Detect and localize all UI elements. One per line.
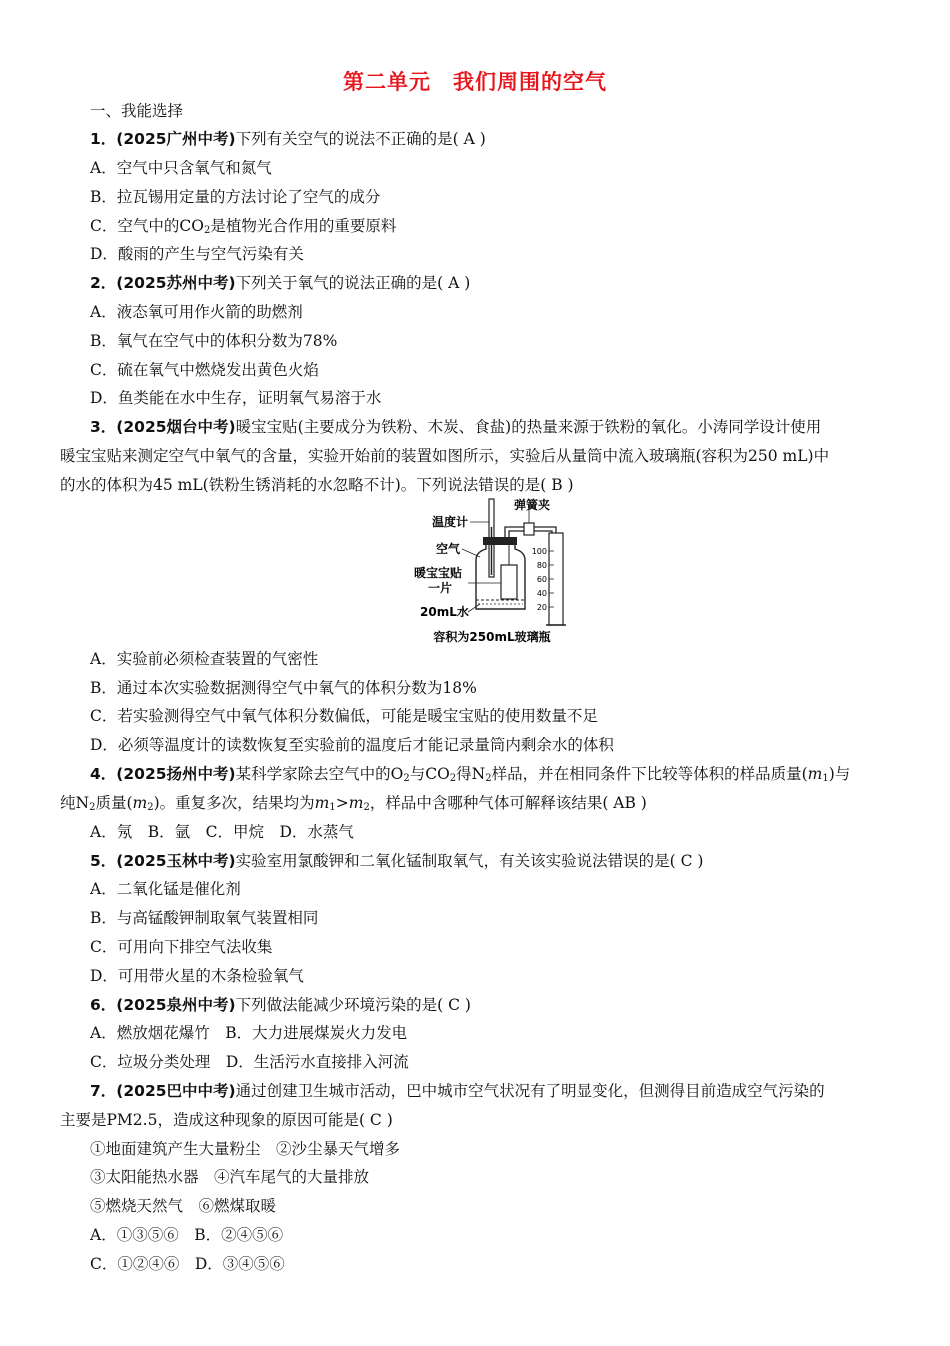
- question-7-options-ab: A．①③⑤⑥ B．②④⑤⑥: [90, 1226, 284, 1244]
- question-7-items-12: ①地面建筑产生大量粉尘 ②沙尘暴天气增多: [90, 1140, 401, 1158]
- question-1-option-a: A．空气中只含氧气和氮气: [90, 159, 272, 177]
- label-air: 空气: [436, 542, 461, 556]
- tick-label: 40: [536, 589, 547, 598]
- question-7-stem-line2: 主要是PM2.5，造成这种现象的原因可能是( C ): [60, 1111, 393, 1129]
- question-7-options-cd: C．①②④⑥ D．③④⑤⑥: [90, 1255, 285, 1273]
- question-text: 下列做法能减少环境污染的是( C ): [235, 996, 471, 1014]
- question-3-option-c: C．若实验测得空气中氧气体积分数偏低，可能是暖宝宝贴的使用数量不足: [90, 707, 598, 725]
- question-2-option-a: A．液态氧可用作火箭的助燃剂: [90, 303, 303, 321]
- question-7-stem-line1: [90, 1080, 825, 1102]
- question-3-stem-line1: [90, 416, 821, 438]
- label-clamp: 弹簧夹: [514, 498, 551, 512]
- question-text: 下列关于氧气的说法正确的是( A ): [235, 274, 471, 292]
- question-number: 4．: [90, 765, 117, 783]
- label-pad: 暖宝宝贴: [414, 566, 463, 580]
- question-text: 下列有关空气的说法不正确的是( A ): [235, 130, 486, 148]
- question-4-stem-line1: 4．(2025扬州中考)某科学家除去空气中的$O_2$与$CO_2$得$N_2$样品，并在相同条件下比较等体积的样品质量$(m_1)$与: [90, 765, 851, 784]
- question-number: 6．: [90, 996, 117, 1014]
- question-source: (2025烟台中考): [116, 418, 236, 436]
- question-1-option-d: D．酸雨的产生与空气污染有关: [90, 245, 304, 263]
- question-source: (2025巴中中考): [116, 1082, 236, 1100]
- tick-label: 60: [536, 575, 547, 584]
- question-4-options: A．氖 B．氩 C．甲烷 D．水蒸气: [90, 823, 354, 841]
- question-number: 1．: [90, 130, 117, 148]
- question-5-option-c: C．可用向下排空气法收集: [90, 938, 273, 956]
- question-6-options-cd: C．垃圾分类处理 D．生活污水直接排入河流: [90, 1053, 409, 1071]
- question-3-stem-line2: 暖宝宝贴来测定空气中氧气的含量，实验开始前的装置如图所示，实验后从量筒中流入玻璃瓶(容积为250 mL)中: [60, 447, 830, 465]
- figure-caption: 容积为250mL玻璃瓶: [433, 630, 551, 644]
- question-1-option-c: C．空气中的$CO_2$是植物光合作用的重要原料: [90, 217, 397, 236]
- question-6-options-ab: A．燃放烟花爆竹 B．大力进展煤炭火力发电: [90, 1024, 408, 1042]
- label-thermometer: 温度计: [432, 515, 469, 529]
- tick-label: 100: [531, 547, 547, 556]
- question-number: 7．: [90, 1082, 117, 1100]
- question-2-option-b: B．氧气在空气中的体积分数为78%: [90, 332, 338, 350]
- question-3-option-a: A．实验前必须检查装置的气密性: [90, 650, 319, 668]
- question-3-option-d: D．必须等温度计的读数恢复至实验前的温度后才能记录量筒内剩余水的体积: [90, 736, 614, 754]
- tick-label: 20: [536, 603, 547, 612]
- section-heading: 一、我能选择: [90, 102, 184, 120]
- question-3-option-b: B．通过本次实验数据测得空气中氧气的体积分数为18%: [90, 679, 477, 697]
- question-7-items-56: ⑤燃烧天然气 ⑥燃煤取暖: [90, 1197, 277, 1215]
- question-source: (2025泉州中考): [116, 996, 236, 1014]
- question-2-option-d: D．鱼类能在水中生存，证明氧气易溶于水: [90, 389, 382, 407]
- question-text: 通过创建卫生城市活动，巴中城市空气状况有了明显变化，但测得目前造成空气污染的: [235, 1082, 825, 1100]
- apparatus-diagram: [410, 497, 580, 645]
- question-4-stem-line2: 纯$N_2$质量$(m_2)$。重复多次，结果均为$m_1>m_2$，样品中含哪种气体可解释该结果( AB ): [60, 794, 647, 813]
- question-text: 实验室用氯酸钾和二氧化锰制取氧气，有关该实验说法错误的是( C ): [235, 852, 704, 870]
- question-5-option-b: B．与高锰酸钾制取氧气装置相同: [90, 909, 319, 927]
- question-number: 3．: [90, 418, 117, 436]
- question-source: (2025广州中考): [116, 130, 236, 148]
- question-source: (2025扬州中考): [116, 765, 236, 783]
- question-5-option-a: A．二氧化锰是催化剂: [90, 880, 241, 898]
- label-pad-count: 一片: [428, 581, 453, 595]
- question-6-stem: [90, 994, 471, 1016]
- question-3-stem-line3: 的水的体积为45 mL(铁粉生锈消耗的水忽略不计)。下列说法错误的是( B ): [60, 476, 574, 494]
- question-7-items-34: ③太阳能热水器 ④汽车尾气的大量排放: [90, 1168, 370, 1186]
- question-number: 2．: [90, 274, 117, 292]
- question-1-stem: [90, 128, 486, 150]
- question-5-option-d: D．可用带火星的木条检验氧气: [90, 967, 304, 985]
- tick-label: 80: [536, 561, 547, 570]
- question-2-option-c: C．硫在氧气中燃烧发出黄色火焰: [90, 361, 319, 379]
- page-title: 第二单元 我们周围的空气: [343, 70, 607, 94]
- question-2-stem: [90, 272, 470, 294]
- apparatus-figure: [410, 497, 580, 645]
- question-source: (2025苏州中考): [116, 274, 236, 292]
- question-text: 暖宝宝贴(主要成分为铁粉、木炭、食盐)的热量来源于铁粉的氧化。小涛同学设计使用: [235, 418, 822, 436]
- label-water: 20mL水: [420, 605, 469, 619]
- question-1-option-b: B．拉瓦锡用定量的方法讨论了空气的成分: [90, 188, 381, 206]
- question-5-stem: [90, 850, 703, 872]
- question-number: 5．: [90, 852, 117, 870]
- question-source: (2025玉林中考): [116, 852, 236, 870]
